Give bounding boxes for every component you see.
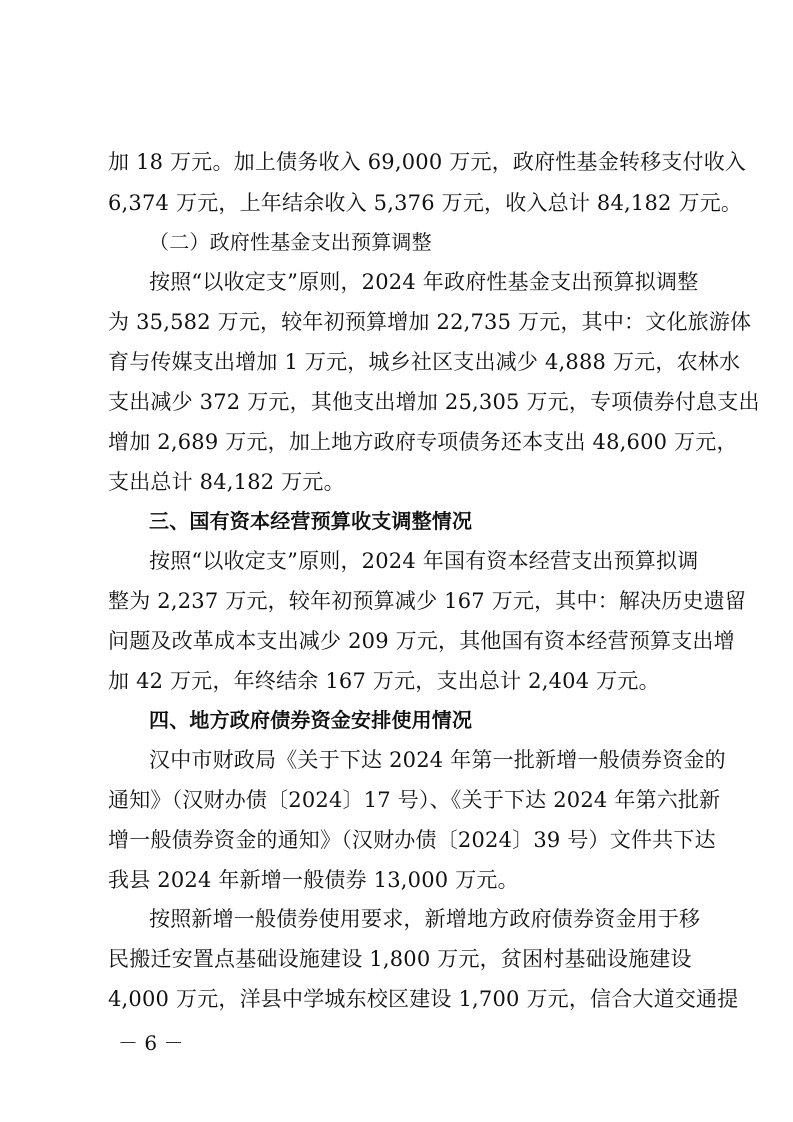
paragraph-line: 我县 2024 年新增一般债券 13,000 万元。: [108, 868, 519, 892]
paragraph-line: 育与传媒支出增加 1 万元，城乡社区支出减少 4,888 万元，农林水: [108, 350, 741, 374]
paragraph-line: 4,000 万元，洋县中学城东校区建设 1,700 万元，信合大道交通提: [108, 987, 739, 1011]
subsection-heading: （二）政府性基金支出预算调整: [149, 230, 432, 254]
paragraph-line: 加 42 万元，年终结余 167 万元，支出总计 2,404 万元。: [108, 669, 660, 693]
paragraph-line: 整为 2,237 万元，较年初预算减少 167 万元，其中：解决历史遗留: [108, 589, 747, 613]
paragraph-line: 增一般债券资金的通知》（汉财办债〔2024〕39 号）文件共下达: [108, 828, 716, 852]
page-number: － 6 －: [118, 1031, 184, 1055]
paragraph-line: 按照“以收定支”原则，2024 年国有资本经营支出预算拟调: [149, 549, 699, 573]
paragraph-line: 民搬迁安置点基础设施建设 1,800 万元，贫困村基础设施建设: [108, 947, 692, 971]
paragraph-line: 增加 2,689 万元，加上地方政府专项债务还本支出 48,600 万元，: [108, 430, 738, 454]
paragraph-line: 按照“以收定支”原则，2024 年政府性基金支出预算拟调整: [149, 270, 699, 294]
section-heading: 四、地方政府债券资金安排使用情况: [149, 708, 473, 732]
paragraph-line: 通知》（汉财办债〔2024〕17 号）、《关于下达 2024 年第六批新: [108, 788, 721, 812]
paragraph-line: 汉中市财政局《关于下达 2024 年第一批新增一般债券资金的: [149, 748, 726, 772]
paragraph-line: 支出减少 372 万元，其他支出增加 25,305 万元，专项债券付息支出: [108, 390, 760, 414]
paragraph-line: 为 35,582 万元，较年初预算增加 22,735 万元，其中：文化旅游体: [108, 310, 752, 334]
paragraph-line: 按照新增一般债券使用要求，新增地方政府债券资金用于移: [149, 907, 701, 931]
paragraph-line: 支出总计 84,182 万元。: [108, 470, 345, 494]
section-heading: 三、国有资本经营预算收支调整情况: [149, 509, 473, 533]
paragraph-line: 问题及改革成本支出减少 209 万元，其他国有资本经营预算支出增: [108, 629, 735, 653]
paragraph-line: 6,374 万元，上年结余收入 5,376 万元，收入总计 84,182 万元。: [108, 191, 743, 215]
paragraph-line: 加 18 万元。加上债务收入 69,000 万元，政府性基金转移支付收入: [108, 150, 747, 174]
